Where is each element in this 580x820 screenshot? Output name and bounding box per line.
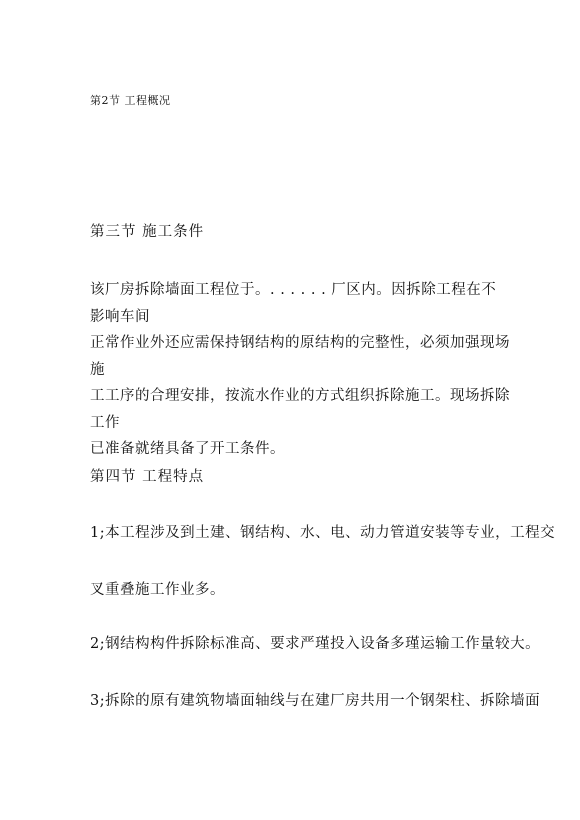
paragraph-line: 该厂房拆除墙面工程位于。. . . . . . 厂区内。因拆除工程在不影响车间 [90, 282, 497, 325]
section-3-paragraph [90, 277, 510, 463]
item-1-line-1: 1;本工程涉及到土建、钢结构、水、电、动力管道安装等专业，工程交 [90, 525, 556, 541]
item-3: 3;拆除的原有建筑物墙面轴线与在建厂房共用一个钢架柱、拆除墙面 [90, 693, 541, 709]
section-4-heading: 第四节 工程特点 [90, 469, 205, 485]
paragraph-line: 已准备就绪具备了开工条件。 [90, 441, 285, 457]
item-1-line-2: 叉重叠施工作业多。 [90, 582, 225, 598]
section-2-heading: 第2节 工程概况 [90, 94, 171, 107]
paragraph-line: 正常作业外还应需保持钢结构的原结构的完整性，必须加强现场施 [90, 335, 510, 378]
section-3-heading: 第三节 施工条件 [90, 224, 205, 240]
item-2: 2;钢结构构件拆除标准高、要求严瑾投入设备多瑾运输工作量较大。 [90, 636, 541, 652]
paragraph-line: 工工序的合理安排，按流水作业的方式组织拆除施工。现场拆除工作 [90, 388, 510, 431]
